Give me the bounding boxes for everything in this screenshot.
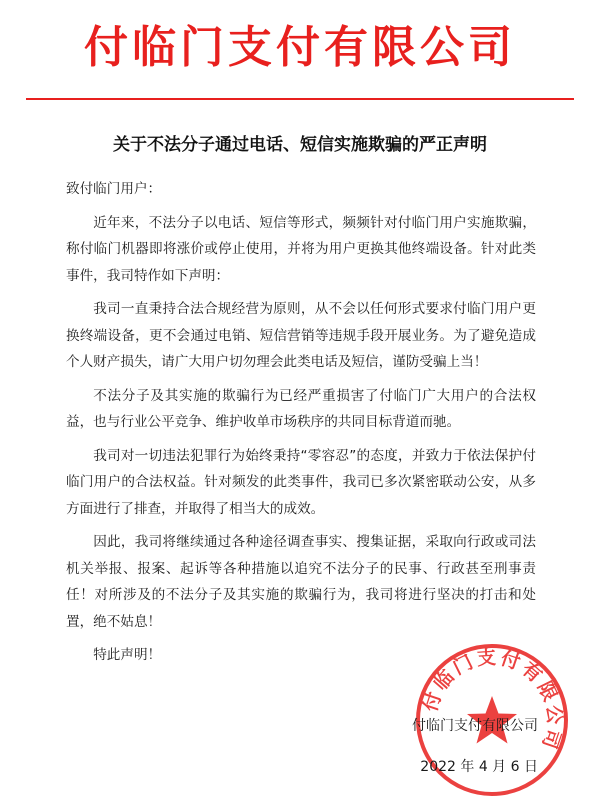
paragraph-2: 我司一直秉持合法合规经营为原则，从不会以任何形式要求付临门用户更换终端设备，更不会通过电销、短信营销等违规手段开展业务。为了避免造成个人财产损失，请广大用户切勿理会此类电话及短信，谨防受骗上当！ <box>66 301 536 370</box>
signoff-date: 2022 年 4 月 6 日 <box>420 759 538 775</box>
paragraph-3: 不法分子及其实施的欺骗行为已经严重损害了付临门广大用户的合法权益，也与行业公平竞争、维护收单市场秩序的共同目标背道而驰。 <box>66 387 536 430</box>
paragraph-1: 近年来，不法分子以电话、短信等形式，频频针对付临门用户实施欺骗，称付临门机器即将涨价或停止使用，并将为用户更换其他终端设备。针对此类事件，我司特作如下声明： <box>66 214 536 284</box>
paragraph-4: 我司对一切违法犯罪行为始终秉持“零容忍”的态度，并致力于依法保护付临门用户的合法权益。针对频发的此类事件，我司已多次紧密联动公安，从多方面进行了排查，并取得了相当大的成效。 <box>66 447 536 517</box>
paragraph-5: 因此，我司将继续通过各种途径调查事实、搜集证据，采取向行政或司法机关举报、报案、起诉等各种措施以追究不法分子的民事、行政甚至刑事责任！对所涉及的不法分子及其实施的欺骗行为，我司将进行坚决的打击和处置，绝不姑息！ <box>66 534 536 630</box>
letterhead-company-name: 付临门支付有限公司 <box>84 22 516 73</box>
salutation: 致付临门用户： <box>66 181 162 197</box>
signoff-company: 付临门支付有限公司 <box>412 718 538 734</box>
letterhead-divider <box>26 98 574 100</box>
closing-statement: 特此声明！ <box>93 647 162 663</box>
seal-arc-text: 付临门支付有限公司 <box>419 646 566 755</box>
document-body <box>66 176 536 676</box>
document-title: 关于不法分子通过电话、短信实施欺骗的严正声明 <box>113 135 487 155</box>
